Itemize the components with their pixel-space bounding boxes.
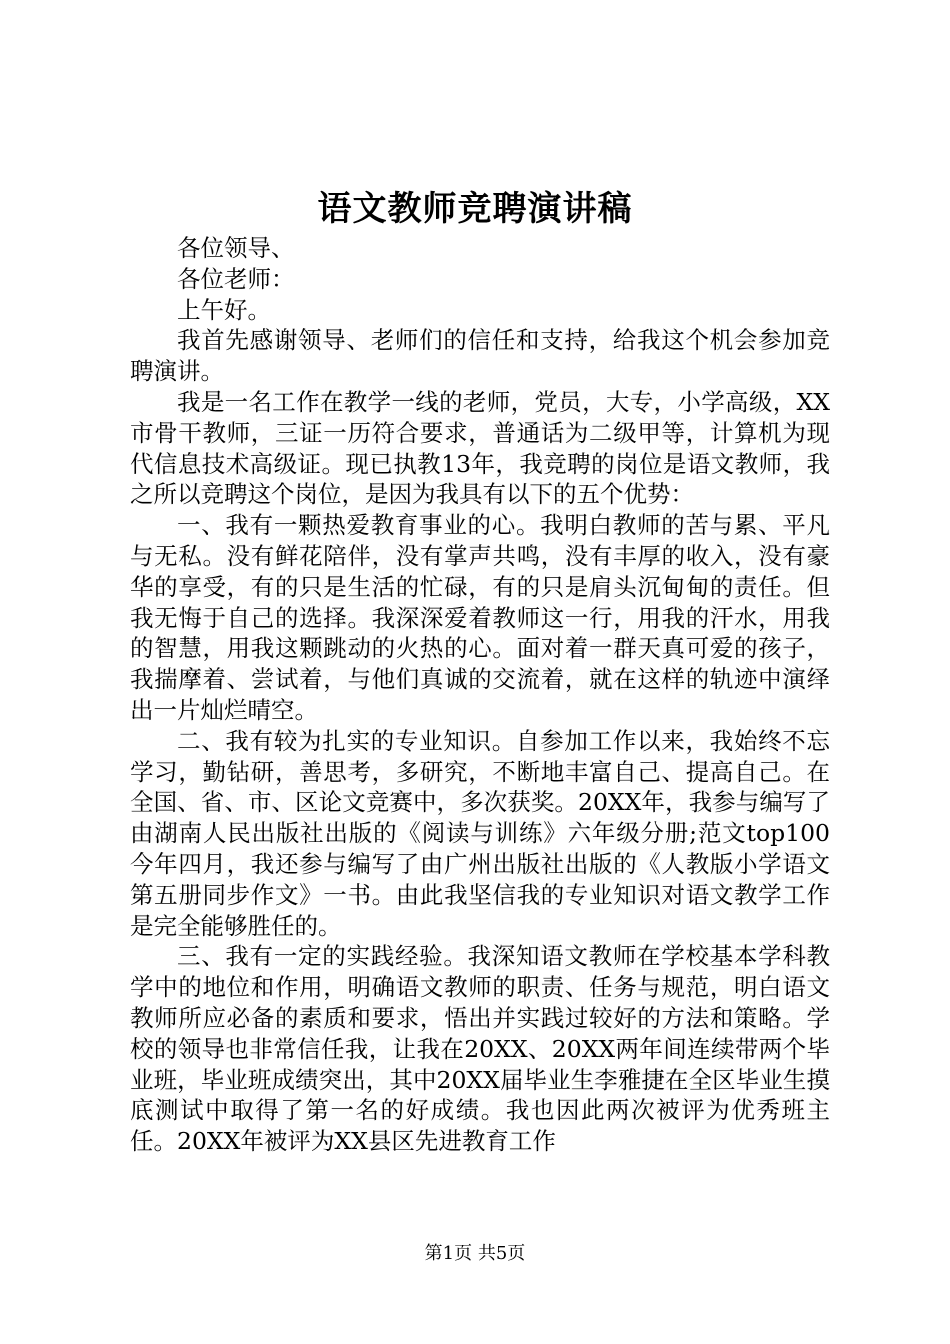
paragraph-thanks: 我首先感谢领导、老师们的信任和支持，给我这个机会参加竞聘演讲。 xyxy=(130,326,830,386)
paragraph-advantage-2: 二、我有较为扎实的专业知识。自参加工作以来，我始终不忘学习，勤钻研，善思考，多研究，不断地丰富自己、提高自己。在全国、省、市、区论文竞赛中，多次获奖。20XX年，我参与编写了由湖南人民出版社出版的《阅读与训练》六年级分册;范文top100今年四月，我还参与编写了由广州出版社出版的《人教版小学语文第五册同步作文》一书。由此我坚信我的专业知识对语文教学工作是完全能够胜任的。 xyxy=(130,726,830,940)
document-title: 语文教师竞聘演讲稿 xyxy=(317,189,633,229)
salutation-leaders: 各位领导、 xyxy=(177,234,295,262)
paragraph-advantage-3: 三、我有一定的实践经验。我深知语文教师在学校基本学科教学中的地位和作用，明确语文教师的职责、任务与规范，明白语文教师所应必备的素质和要求，悟出并实践过较好的方法和策略。学校的领导也非常信任我，让我在20XX、20XX两年间连续带两个毕业班，毕业班成绩突出，其中20XX届毕业生李雅捷在全区毕业生摸底测试中取得了第一名的好成绩。我也因此两次被评为优秀班主任。20XX年被评为XX县区先进教育工作 xyxy=(130,942,830,1156)
document-body xyxy=(130,233,830,1157)
paragraph-introduction: 我是一名工作在教学一线的老师，党员，大专，小学高级，XX市骨干教师，三证一历符合要求，普通话为二级甲等，计算机为现代信息技术高级证。现已执教13年，我竞聘的岗位是语文教师，我之所以竞聘这个岗位，是因为我具有以下的五个优势： xyxy=(130,387,830,509)
page-footer: 第1页 共5页 xyxy=(424,1243,526,1264)
salutation-teachers: 各位老师： xyxy=(177,264,295,293)
paragraph-advantage-1: 一、我有一颗热爱教育事业的心。我明白教师的苦与累、平凡与无私。没有鲜花陪伴，没有掌声共鸣，没有丰厚的收入，没有豪华的享受，有的只是生活的忙碌，有的只是肩头沉甸甸的责任。但我无悔于自己的选择。我深深爱着教师这一行，用我的汗水，用我的智慧，用我这颗跳动的火热的心。面对着一群天真可爱的孩子，我揣摩着、尝试着，与他们真诚的交流着，就在这样的轨迹中演绎出一片灿烂晴空。 xyxy=(130,511,830,724)
greeting: 上午好。 xyxy=(177,295,271,324)
